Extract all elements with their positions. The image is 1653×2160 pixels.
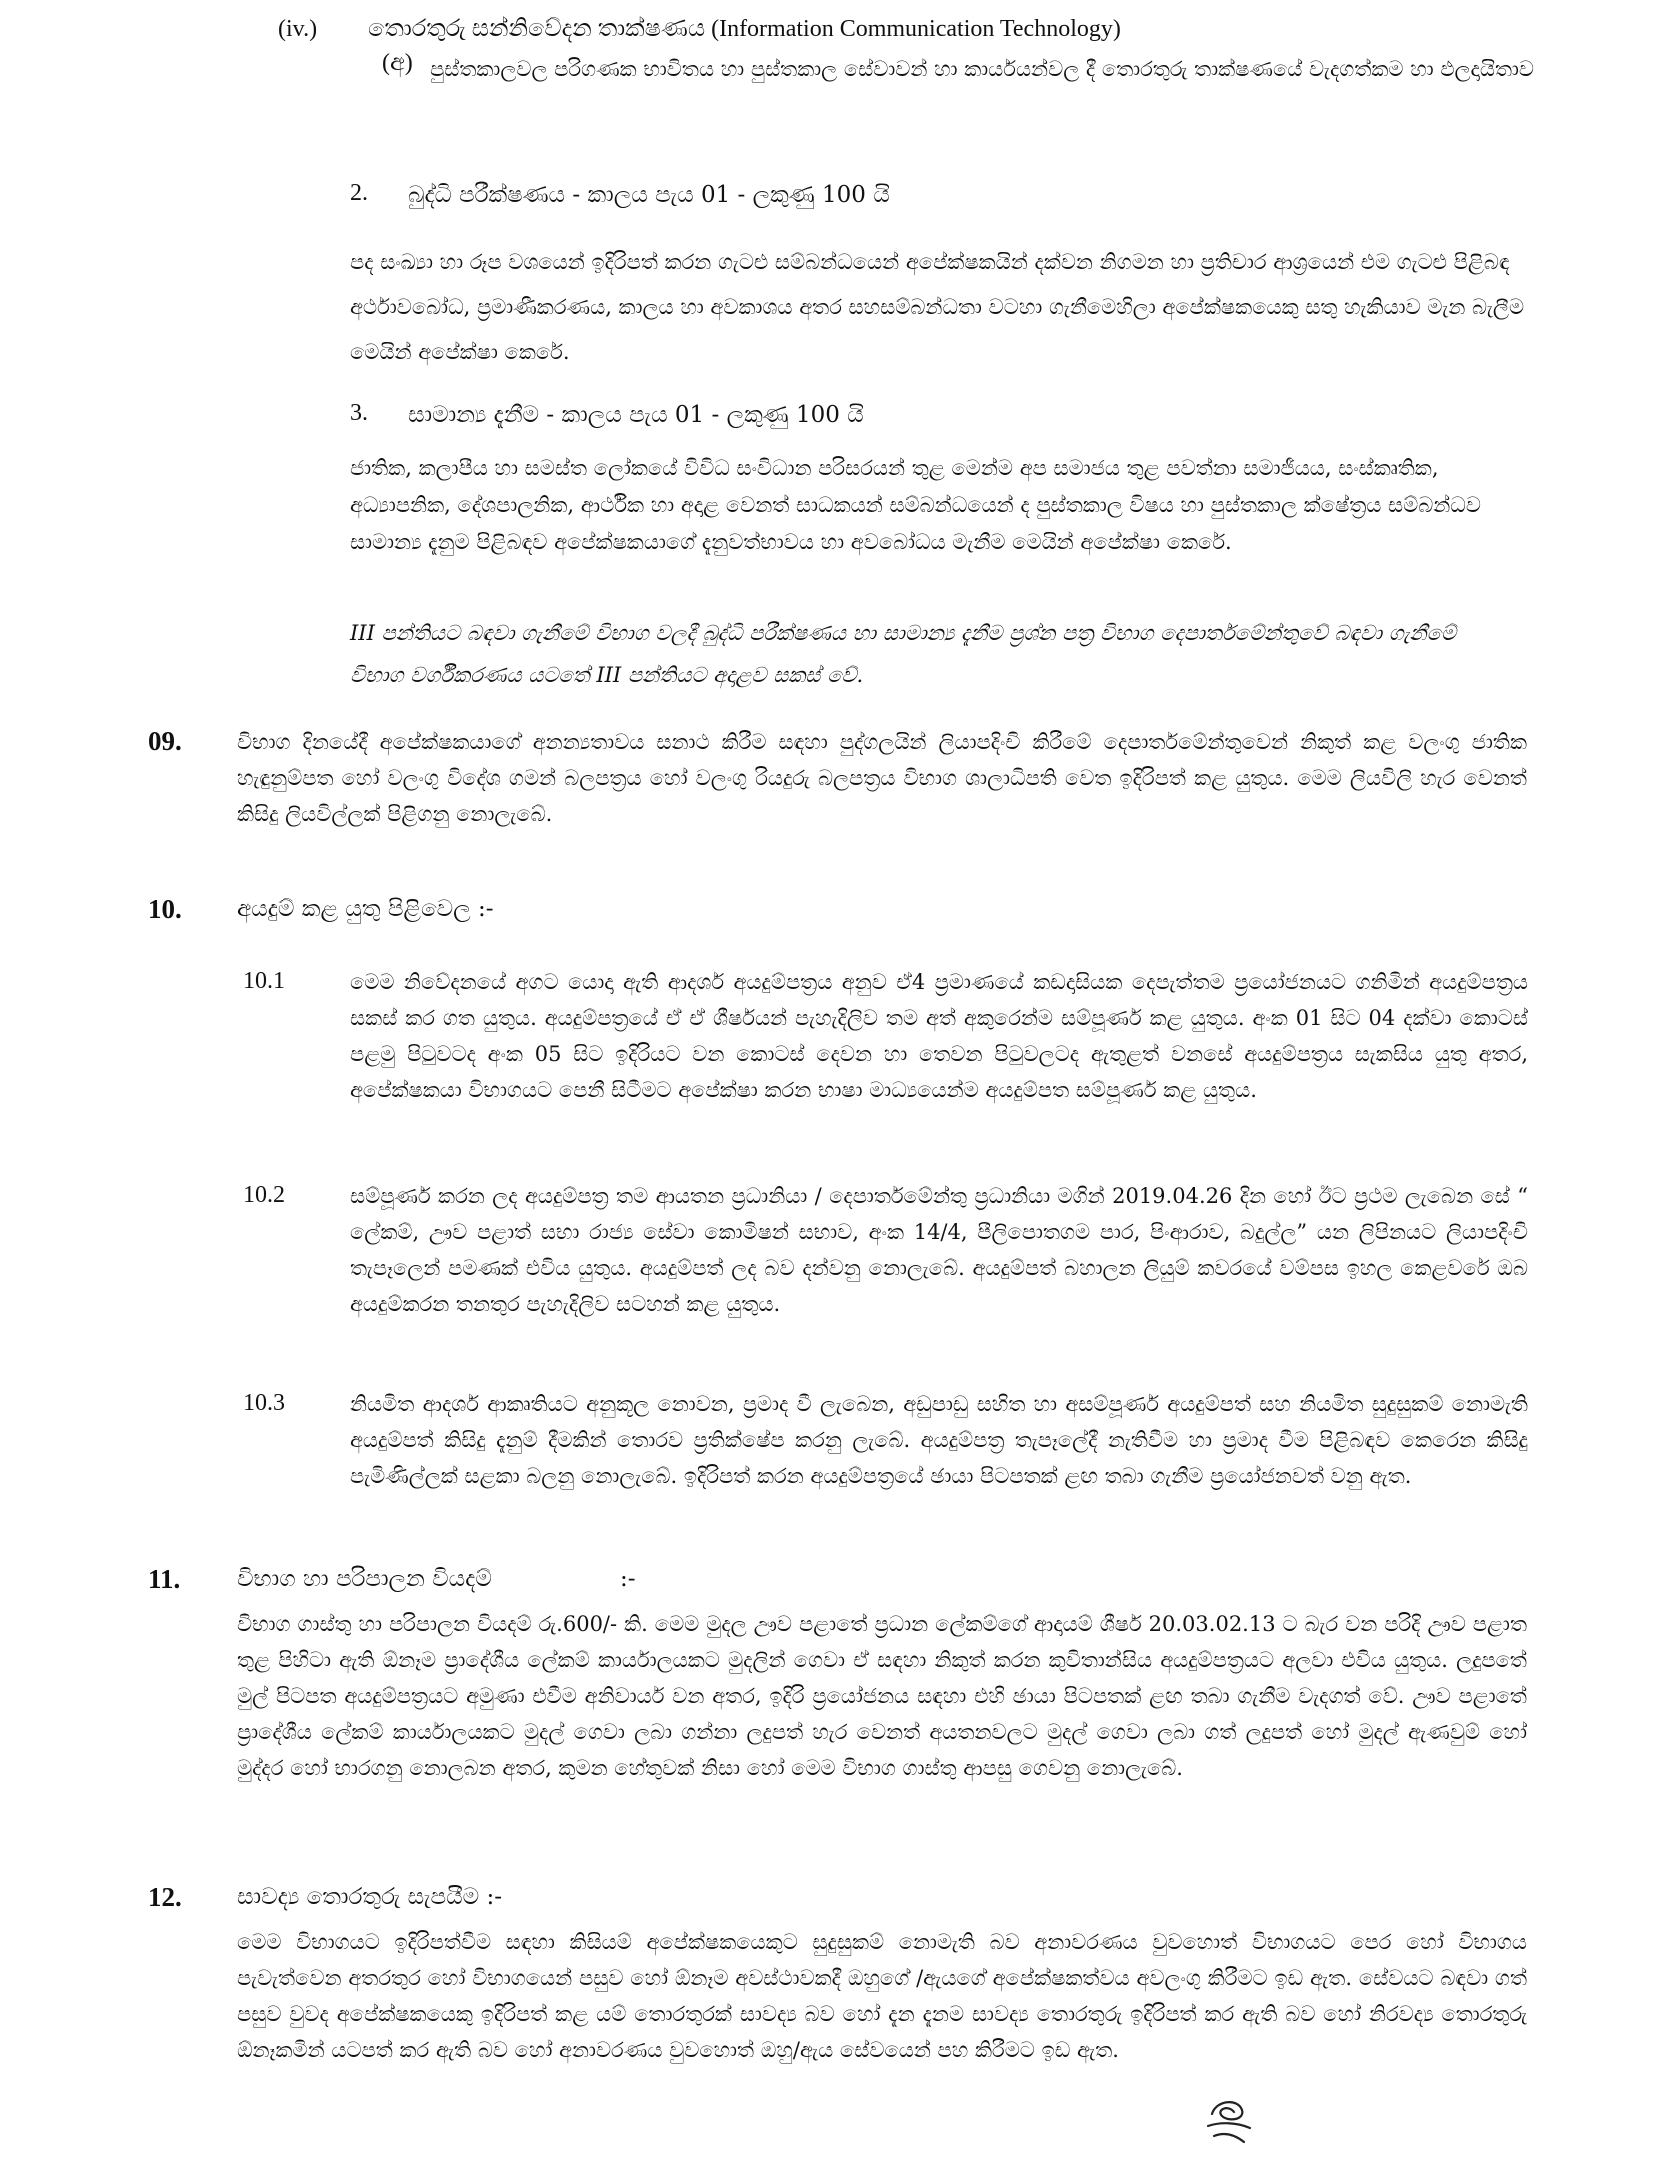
section-10-title: අයදුම් කළ යුතු පිළිවෙල :- bbox=[237, 896, 494, 922]
section-09-number: 09. bbox=[148, 726, 182, 756]
iv-sub-text: පුස්තකාලවල පරිගණක භාවිතය හා පුස්තකාල සේවාවන් හා කාර්යයන්වල දී තොරතුරු තාක්ෂණයේ වැදගත්කම හා ඵලදායිතාව bbox=[430, 57, 1535, 81]
item-10-1-body: මෙම නිවේදනයේ අගට යොදා ඇති ආදර්ශ අයදුම්පත්‍රය අනුව ඒ4 ප්‍රමාණයේ කඩදාසියක දෙපැත්තම ප්‍රයෝජනයට ගනිමින් අයදුම්පත්‍රය සකස් කර ගත යුතුය. අයදුම්පත්‍රයේ ඒ ඒ ශීර්ෂයන් පැහැදිලිව තම අත් අකුරෙන්ම සම්පූර්ණ කළ යුතුය. අංක 01 සිට 04 දක්වා කොටස් පළමු පිටුවටද අංක 05 සිට ඉදිරියට වන කොටස් දෙවන හා තෙවන පිටුවලටද ඇතුළත් වනසේ අයදුම්පත්‍රය සැකසිය යුතු අතර, අපේක්ෂකයා විභාගයට පෙනී සිටීමට අපේක්ෂා කරන භාෂා මාධ්‍යයෙන්ම අයදුම්පත සම්පූර්ණ කළ යුතුය. bbox=[350, 970, 1528, 1102]
section-11-title: විභාග හා පරිපාලන වියදම් bbox=[237, 1566, 492, 1592]
test-2-title: බුද්ධි පරීක්ෂණය - කාලය පැය 01 - ලකුණු 100 යි bbox=[408, 182, 890, 208]
item-10-3-number: 10.3 bbox=[243, 1390, 285, 1416]
item-10-2-body: සම්පූර්ණ කරන ලද අයදුම්පත්‍ර තම ආයතන ප්‍රධානියා / දෙපාර්තමේන්තු ප්‍රධානියා මගින් 2019.04.26 දින හෝ ඊට ප්‍රථම ලැබෙන සේ “ ලේකම්, ඌව පළාත් සභා රාජ්‍ය සේවා කොමිෂන් සභාව, අංක 14/4, පීලිපොතගම පාර, පිංආරාව, බදුල්ල” යන ලිපිනයට ලියාපදිංචි තැපෑලෙන් පමණක් එවිය යුතුය. අයදුම්පත් ලද බව දන්වනු නොලැබේ. අයදුම්පත් බහාලන ලියුම් කවරයේ වම්පස ඉහල කෙළවරේ ඔබ අයදුම්කරන තනතුර පැහැදිලිව සටහන් කළ යුතුය. bbox=[350, 1184, 1528, 1316]
section-12-title: සාවද්‍ය තොරතුරු සැපයීම :- bbox=[237, 1884, 503, 1910]
section-11-number: 11. bbox=[148, 1564, 181, 1594]
test-2-body: පද සංඛ්‍යා හා රූප වශයෙන් ඉදිරිපත් කරන ගැටළු සම්බන්ධයෙන් අපේක්ෂකයින් දක්වන නිගමන හා ප්‍රතිචාර ආශ්‍රයෙන් එම ගැටළු පිළිබඳ අර්ථාවබෝධ, ප්‍රමාණීකරණය, කාලය හා අවකාශය අතර සහසම්බන්ධතා වටහා ගැනීමෙහිලා අපේක්ෂකයෙකු සතු හැකියාව මැන බැලීම මෙයින් අපේක්ෂා කෙරේ. bbox=[350, 250, 1525, 364]
section-12-body: මෙම විභාගයට ඉදිරිපත්වීම සඳහා කිසියම් අපේක්ෂකයෙකුට සුදුසුකම් නොමැති බව අනාවරණය වුවහොත් විභාගයට පෙර හෝ විභාගය පැවැත්වෙන අතරතුර හෝ විභාගයෙන් පසුව හෝ ඕනෑම අවස්ථාවකදී ඔහුගේ /ඇයගේ අපේක්ෂකත්වය අවලංගු කිරීමට ඉඩ ඇත. සේවයට බඳවා ගත් පසුව වුවද අපේක්ෂකයෙකු ඉදිරිපත් කළ යම් තොරතුරක් සාවද්‍ය බව හෝ දැන දැනම සාවද්‍ය තොරතුරු ඉදිරිපත් කර ඇති බව හෝ නිරවද්‍ය තොරතුරු ඕනෑකමින් යටපත් කර ඇති බව හෝ අනාවරණය වුවහොත් ඔහු/ඇය සේවයෙන් පහ කිරීමට ඉඩ ඇත. bbox=[237, 1930, 1527, 2062]
test-3-number: 3. bbox=[350, 400, 368, 426]
section-12-number: 12. bbox=[148, 1882, 182, 1912]
test-2-number: 2. bbox=[350, 180, 368, 206]
signature-mark bbox=[1198, 2092, 1258, 2152]
section-10-number: 10. bbox=[148, 894, 182, 924]
test-3-body: ජාතික, කලාපීය හා සමස්ත ලෝකයේ විවිධ සංවිධාන පරිසරයන් තුළ මෙන්ම අප සමාජය තුළ පවත්නා සමාජීයය, සංස්කෘතික, අධ්‍යාපනික, දේශපාලනික, ආර්ථික හා අදාළ වෙනත් සාධකයන් සම්බන්ධයෙන් ද පුස්තකාල විෂය හා පුස්තකාල ක්ෂේත්‍රය සම්බන්ධව සාමාන්‍ය දැනුම පිළිබඳව අපේක්ෂකයාගේ දැනුවත්භාවය හා අවබෝධය මැනීම මෙයින් අපේක්ෂා කෙරේ. bbox=[350, 456, 1481, 554]
section-11-title-suffix: :- bbox=[620, 1566, 636, 1592]
iv-title: තොරතුරු සන්නිවේදන තාක්ෂණය (Information Communication Technology) bbox=[368, 16, 1121, 42]
test-3-title: සාමාන්‍ය දැනීම - කාලය පැය 01 - ලකුණු 100 යි bbox=[408, 402, 864, 428]
item-10-2-number: 10.2 bbox=[243, 1182, 285, 1208]
section-11-body: විභාග ගාස්තු හා පරිපාලන වියදම් රු.600/- කි. මෙම මුදල ඌව පළාතේ ප්‍රධාන ලේකම්ගේ ආදායම් ශීර්ෂ 20.03.02.13 ට බැර වන පරිදි ඌව පළාත තුළ පිහිටා ඇති ඕනෑම ප්‍රාදේශීය ලේකම් කාර්යාලයකට මුදලින් ගෙවා ඒ සඳහා නිකුත් කරන කුවිතාන්සිය අයදුම්පත්‍රයට අලවා එවිය යුතුය. ලදුපතේ මුල් පිටපත අයදුම්පත්‍රයට අමුණා එවීම අනිවාර්ය වන අතර, ඉදිරි ප්‍රයෝජනය සඳහා එහි ඡායා පිටපතක් ළඟ තබා ගැනීම වැදගත් වේ. ඌව පළාතේ ප්‍රාදේශීය ලේකම් කාර්යාලයකට මුදල් ගෙවා ලබා ගන්නා ලදුපත් හැර වෙනත් අයතනවලට මුදල් ගෙවා ලබා ගත් ලදුපත් හෝ මුදල් ඇණවුම් හෝ මුද්දර හෝ භාරගනු නොලබන අතර, කුමන හේතුවක් නිසා හෝ මෙම විභාග ගාස්තු ආපසු ගෙවනු නොලැබේ. bbox=[237, 1612, 1527, 1780]
item-10-3-body: නියමිත ආදර්ශ ආකෘතියට අනුකූල නොවන, ප්‍රමාද වී ලැබෙන, අඩුපාඩු සහිත හා අසම්පූර්ණ අයදුම්පත් සහ නියමිත සුදුසුකම් නොමැති අයදුම්පත් කිසිදු දැනුම් දීමකින් තොරව ප්‍රතික්ෂේප කරනු ලැබේ. අයදුම්පත්‍ර තැපෑලේදී නැතිවීම හා ප්‍රමාද වීම පිළිබඳව කෙරෙන කිසිදු පැමිණිල්ලක් සළකා බලනු නොලැබේ. ඉදිරිපත් කරන අයදුම්පත්‍රයේ ඡායා පිටපතක් ළඟ තබා ගැනීම ප්‍රයෝජනවත් වනු ඇත. bbox=[350, 1392, 1528, 1488]
class-3-note: III පන්තියට බඳවා ගැනීමේ විභාග වලදී බුද්ධි පරීක්ෂණය හා සාමාන්‍ය දැනීම ප්‍රශ්න පත්‍ර විභාග දෙපාර්තමේන්තුවේ බඳවා ගැනීමේ විභාග වර්ගීකරණය යටතේ III පන්තියට අදාළව සකස් වේ. bbox=[350, 621, 1456, 687]
section-09-body: විභාග දිනයේදී අපේක්ෂකයාගේ අනන්‍යතාවය සනාථ කිරීම සඳහා පුද්ගලයින් ලියාපදිංචි කිරීමේ දෙපාර්තමේන්තුවෙන් නිකුත් කළ වලංගු ජාතික හැඳුනුම්පත හෝ වලංගු විදේශ ගමන් බලපත්‍රය හෝ වලංගු රියදුරු බලපත්‍රය විභාග ශාලාධිපති වෙත ඉදිරිපත් කළ යුතුය. මෙම ලියවිලි හැර වෙනත් කිසිදු ලියවිල්ලක් පිළිගනු නොලැබේ. bbox=[237, 730, 1527, 826]
item-10-1-number: 10.1 bbox=[243, 968, 285, 994]
iv-sub-label: (අ) bbox=[382, 50, 413, 76]
iv-label: (iv.) bbox=[278, 16, 318, 42]
